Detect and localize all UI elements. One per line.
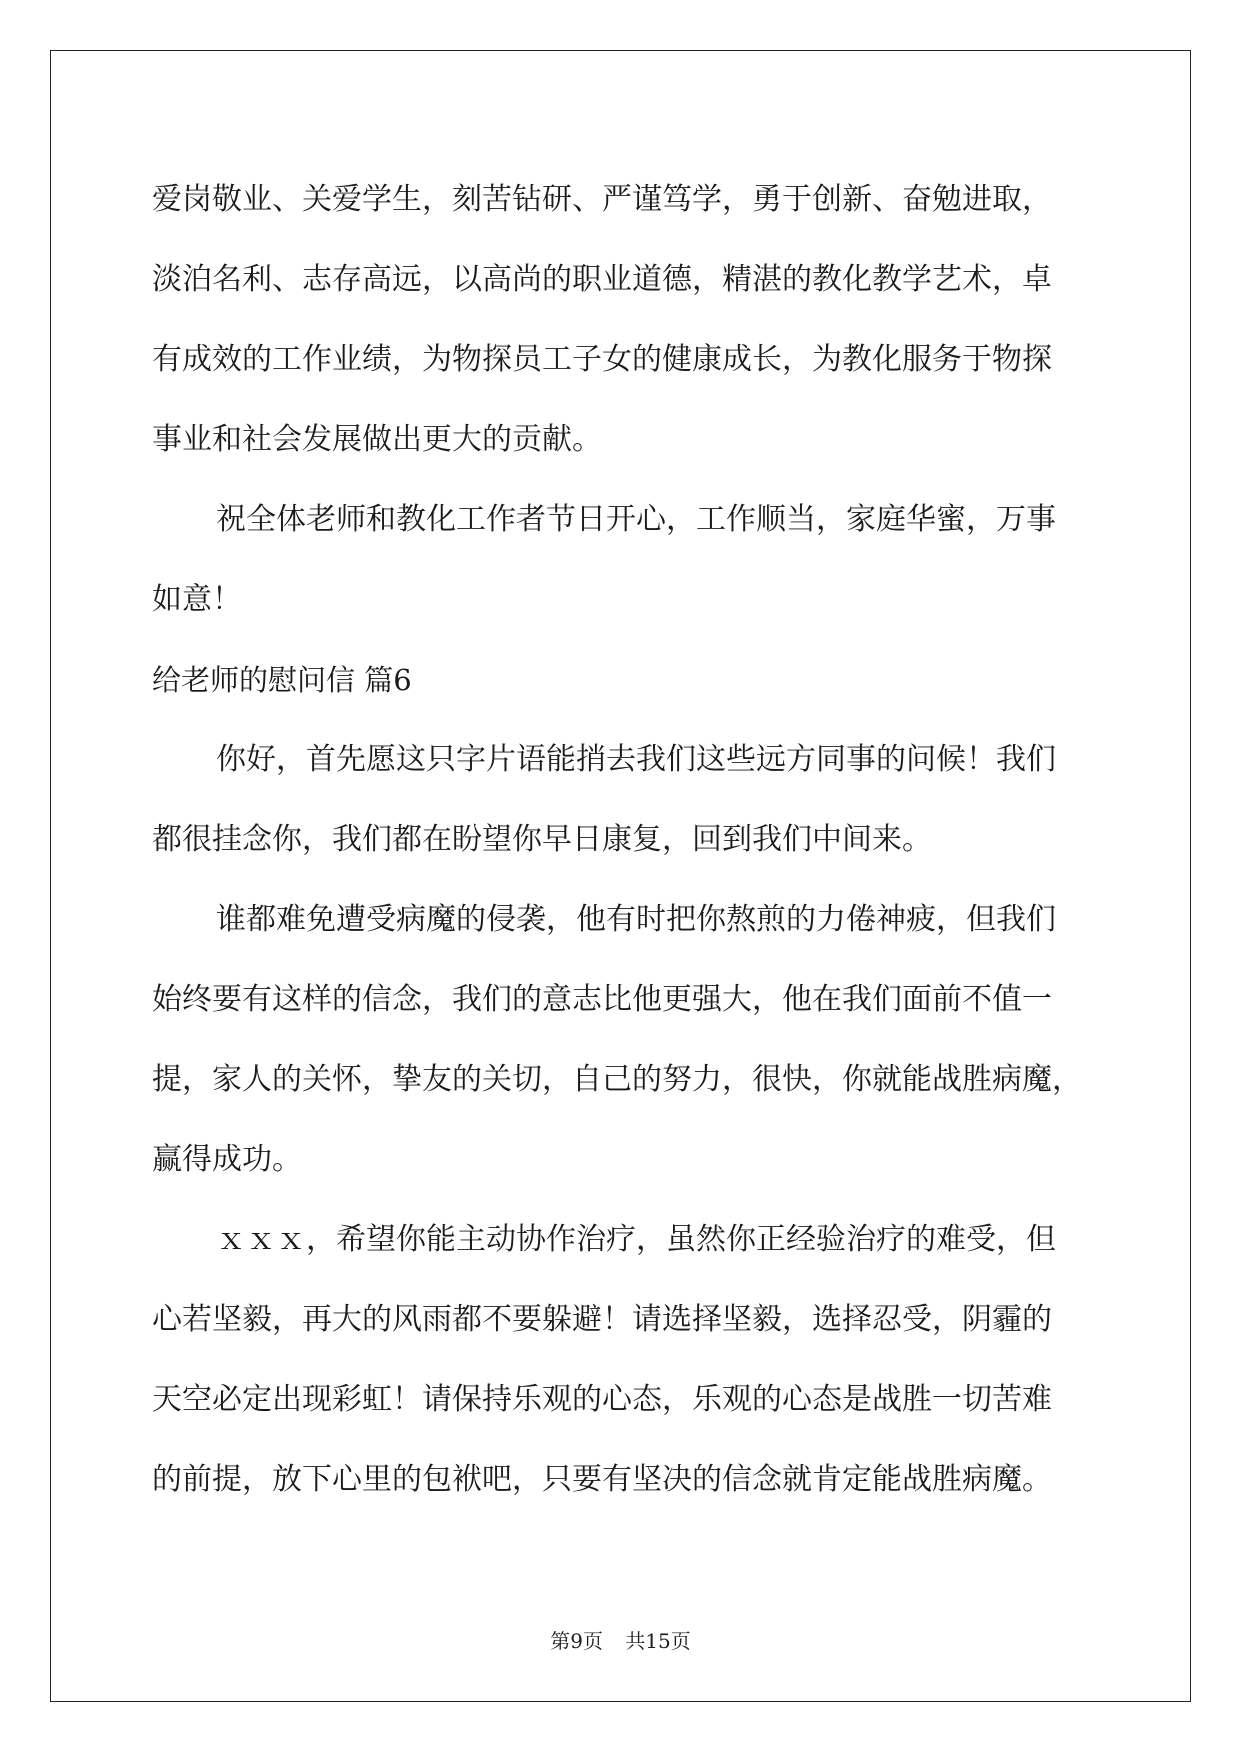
- paragraph-line: 天空必定出现彩虹！请保持乐观的心态，乐观的心态是战胜一切苦难: [152, 1382, 1052, 1417]
- paragraph-line: 的前提，放下心里的包袱吧，只要有坚决的信念就肯定能战胜病魔。: [152, 1462, 1052, 1497]
- paragraph-line: 提，家人的关怀，挚友的关切，自己的努力，很快，你就能战胜病魔，: [152, 1062, 1082, 1097]
- page-footer: [0, 1625, 1241, 1654]
- paragraph-line: 爱岗敬业、关爱学生，刻苦钻研、严谨笃学，勇于创新、奋勉进取，: [152, 182, 1052, 217]
- paragraph-line: 你好，首先愿这只字片语能捎去我们这些远方同事的问候！我们: [216, 742, 1056, 777]
- page-total: 共15页: [625, 1629, 691, 1653]
- paragraph-line: 如意！: [152, 582, 242, 617]
- document-body: [152, 160, 1092, 1520]
- paragraph-line: 心若坚毅，再大的风雨都不要躲避！请选择坚毅，选择忍受，阴霾的: [152, 1302, 1052, 1337]
- paragraph-line: 淡泊名利、志存高远，以高尚的职业道德，精湛的教化教学艺术，卓: [152, 262, 1052, 297]
- paragraph-line: 谁都难免遭受病魔的侵袭，他有时把你熬煎的力倦神疲，但我们: [216, 902, 1056, 937]
- paragraph-line: 始终要有这样的信念，我们的意志比他更强大，他在我们面前不值一: [152, 982, 1052, 1017]
- paragraph-line: ｘｘｘ，希望你能主动协作治疗，虽然你正经验治疗的难受，但: [216, 1222, 1056, 1257]
- section-heading: 给老师的慰问信 篇6: [152, 663, 412, 697]
- paragraph-line: 赢得成功。: [152, 1142, 302, 1177]
- paragraph-line: 祝全体老师和教化工作者节日开心，工作顺当，家庭华蜜，万事: [216, 502, 1056, 537]
- paragraph-line: 有成效的工作业绩，为物探员工子女的健康成长，为教化服务于物探: [152, 342, 1052, 377]
- paragraph-line: 事业和社会发展做出更大的贡献。: [152, 422, 602, 457]
- paragraph-line: 都很挂念你，我们都在盼望你早日康复，回到我们中间来。: [152, 822, 932, 857]
- page-number: 第9页: [550, 1629, 603, 1653]
